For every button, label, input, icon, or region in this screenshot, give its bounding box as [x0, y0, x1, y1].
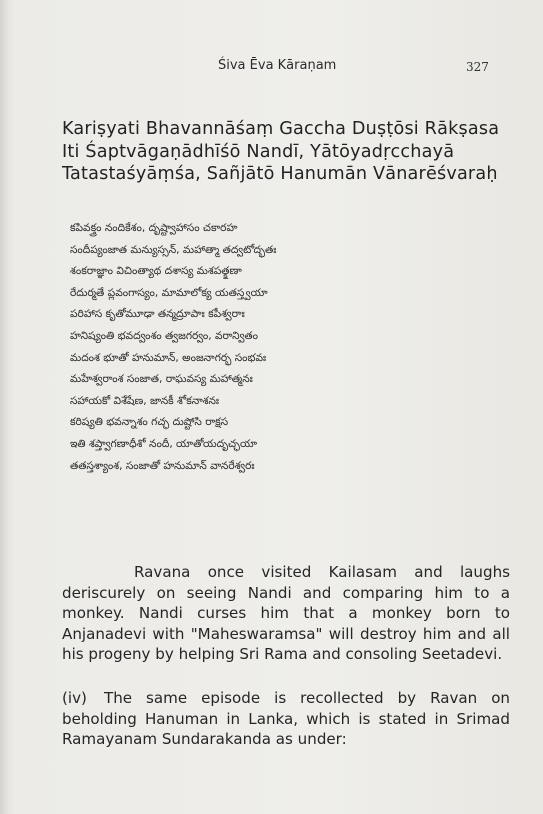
- verse-line: కరిష్యతి భవన్నాశం గచ్ఛ దుష్టోసి రాక్షస: [70, 416, 229, 429]
- heading-line: Iti Śaptvāgaṇādhīśō Nandī, Yātōyadṛcchayā: [62, 141, 455, 162]
- explanation-paragraph: Ravana once visited Kailasam and laughs deriscurely on seeing Nandi and comparing him to a monkey. Nandi curses him that a monkey born to Anjanadevi with "Maheswaramsa" will destroy him and all his progeny by helping Sri Rama and consoling Seetadevi.: [62, 563, 510, 663]
- numbered-paragraph: [62, 688, 510, 750]
- running-header-title: Śiva Ēva Kāraṇam: [218, 58, 337, 73]
- paragraph-text: The same episode is recollected by Ravan on beholding Hanuman in Lanka, which is stated in Srimad Ramayanam Sundarakanda as under:: [62, 689, 510, 748]
- verse-line: రేదుర్మతే ప్లవంగాస్యం, మామాలోక్య యతస్త్వయా: [70, 286, 268, 299]
- verse-line: కపివక్త్రం నందికేశం, దృష్ట్వాహాసం చకారహ: [70, 222, 238, 234]
- verse-line: ఇతి శప్త్వాగణాధీశో నందీ, యాతోయదృచ్ఛయా: [70, 437, 257, 450]
- verse-line: మహేశ్వరాంశ సంజాత, రాఘవస్య మహాత్మనః: [70, 373, 253, 386]
- verse-line: శంకరాజ్ఞాం విచింత్యాథ దశాస్య మశపత్క్షణా: [70, 265, 242, 278]
- telugu-verse-block: [70, 218, 490, 477]
- verse-line: పరిహాస కృతోమూఢా తన్మద్రూపాః కపీశ్వరాః: [70, 308, 245, 321]
- page-edge-shadow: [0, 0, 6, 814]
- transliterated-verse-heading: [62, 118, 512, 186]
- verse-line: తతస్తశ్యాంశ, సంజాతో హనుమాన్ వానరేశ్వరః: [70, 459, 255, 472]
- page-number: 327: [466, 60, 489, 74]
- heading-line: Kariṣyati Bhavannāśaṃ Gaccha Duṣṭōsi Rākṣasa: [62, 119, 500, 139]
- verse-line: హనిష్యంతి భవద్వంశం త్వజగర్వం, వరాన్వితం: [70, 329, 259, 342]
- verse-line: మదంశ భూతో హనుమాన్, అంజనాగర్భ సంభవః: [70, 351, 267, 364]
- verse-line: సహాయకో విశేషేణ, జానకీ శోకనాశనః: [70, 394, 220, 407]
- paragraph-number: (iv): [62, 689, 87, 707]
- verse-line: సందీప్యంజాత మన్యుస్సన్, మహాత్మా తద్వటోద్భతః: [70, 243, 277, 256]
- heading-line: Tatastaśyāṃśa, Sañjātō Hanumān Vānarēśvaraḥ: [62, 164, 498, 184]
